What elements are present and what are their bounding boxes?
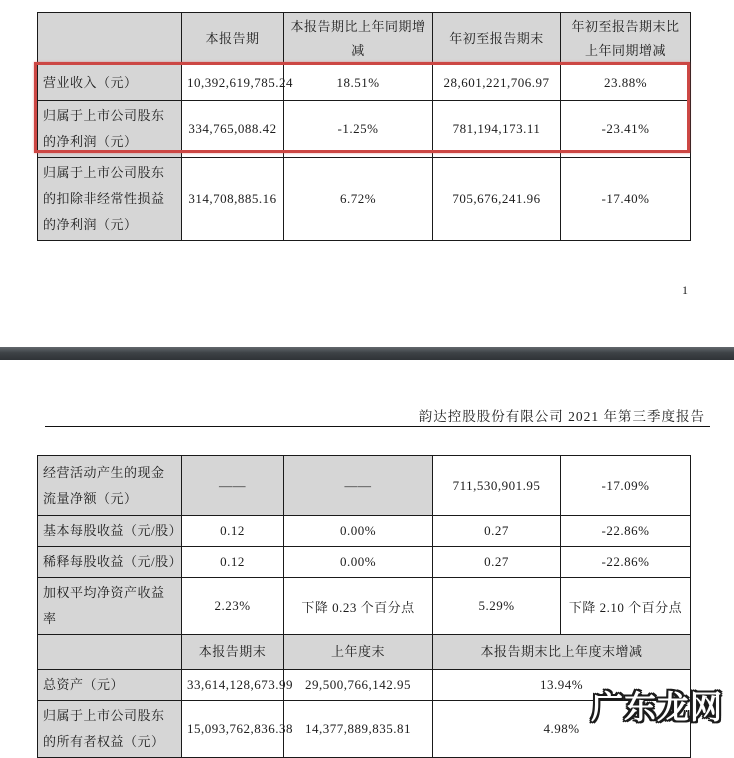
table-cell: 33,614,128,673.99 (182, 670, 284, 701)
table-cell: 15,093,762,836.38 (182, 701, 284, 758)
table-row-basic-eps (38, 516, 691, 547)
table-cell: 4.98% (433, 701, 691, 758)
table-subheader-row (38, 635, 691, 670)
table-row-revenue (38, 65, 691, 101)
table-cell: 28,601,221,706.97 (433, 65, 561, 101)
table-row-deducted-profit (38, 158, 691, 241)
table-cell: -1.25% (284, 101, 433, 158)
table-cell: -17.09% (561, 456, 691, 516)
table-cell: 下降 2.10 个百分点 (561, 578, 691, 635)
table-cell: —— (182, 456, 284, 516)
table-header-row (38, 13, 691, 65)
table-cell: 29,500,766,142.95 (284, 670, 433, 701)
table-cell: -17.40% (561, 158, 691, 241)
table-cell: -23.41% (561, 101, 691, 158)
table-cell: 14,377,889,835.81 (284, 701, 433, 758)
row-label: 总资产（元） (38, 670, 182, 701)
table-cell: 下降 0.23 个百分点 (284, 578, 433, 635)
table-cell: 13.94% (433, 670, 691, 701)
financial-table-page1 (37, 12, 691, 241)
header-cell: 本报告期比上年同期增减 (284, 13, 433, 65)
header-rule (45, 426, 710, 427)
table-cell: 18.51% (284, 65, 433, 101)
table-cell: 2.23% (182, 578, 284, 635)
table-cell: 0.00% (284, 547, 433, 578)
table-cell: 6.72% (284, 158, 433, 241)
table-cell: 0.27 (433, 516, 561, 547)
row-label: 归属于上市公司股东的净利润（元） (38, 101, 182, 158)
table-cell: -22.86% (561, 547, 691, 578)
row-label: 归属于上市公司股东的所有者权益（元） (38, 701, 182, 758)
table-cell: 334,765,088.42 (182, 101, 284, 158)
row-label: 加权平均净资产收益率 (38, 578, 182, 635)
header-cell: 本报告期 (182, 13, 284, 65)
page-divider (0, 347, 734, 360)
page-number: 1 (682, 283, 688, 297)
subheader-cell: 上年度末 (284, 635, 433, 670)
table-cell: 0.12 (182, 516, 284, 547)
subheader-cell: 本报告期末比上年度末增减 (433, 635, 691, 670)
row-label: 归属于上市公司股东的扣除非经常性损益的净利润（元） (38, 158, 182, 241)
subheader-cell: 本报告期末 (182, 635, 284, 670)
watermark-logo: 广东龙网 (591, 688, 724, 726)
table-cell: 711,530,901.95 (433, 456, 561, 516)
table-cell: —— (284, 456, 433, 516)
header-cell: 年初至报告期末比上年同期增减 (561, 13, 691, 65)
header-cell: 年初至报告期末 (433, 13, 561, 65)
table-cell: 781,194,173.11 (433, 101, 561, 158)
table-cell: 705,676,241.96 (433, 158, 561, 241)
table-row-diluted-eps (38, 547, 691, 578)
table-cell: -22.86% (561, 516, 691, 547)
row-label: 经营活动产生的现金流量净额（元） (38, 456, 182, 516)
table-row-net-profit (38, 101, 691, 158)
row-label: 稀释每股收益（元/股） (38, 547, 182, 578)
table-cell: 23.88% (561, 65, 691, 101)
report-title: 韵达控股股份有限公司 2021 年第三季度报告 (418, 409, 705, 424)
row-label: 基本每股收益（元/股） (38, 516, 182, 547)
table-cell: 0.27 (433, 547, 561, 578)
table-cell: 314,708,885.16 (182, 158, 284, 241)
header-cell-empty (38, 13, 182, 65)
table-cell: 5.29% (433, 578, 561, 635)
table-row-roe (38, 578, 691, 635)
table-cell: 10,392,619,785.24 (182, 65, 284, 101)
table-row-cash-flow (38, 456, 691, 516)
table-cell: 0.12 (182, 547, 284, 578)
row-label: 营业收入（元） (38, 65, 182, 101)
table-cell: 0.00% (284, 516, 433, 547)
subheader-cell-empty (38, 635, 182, 670)
